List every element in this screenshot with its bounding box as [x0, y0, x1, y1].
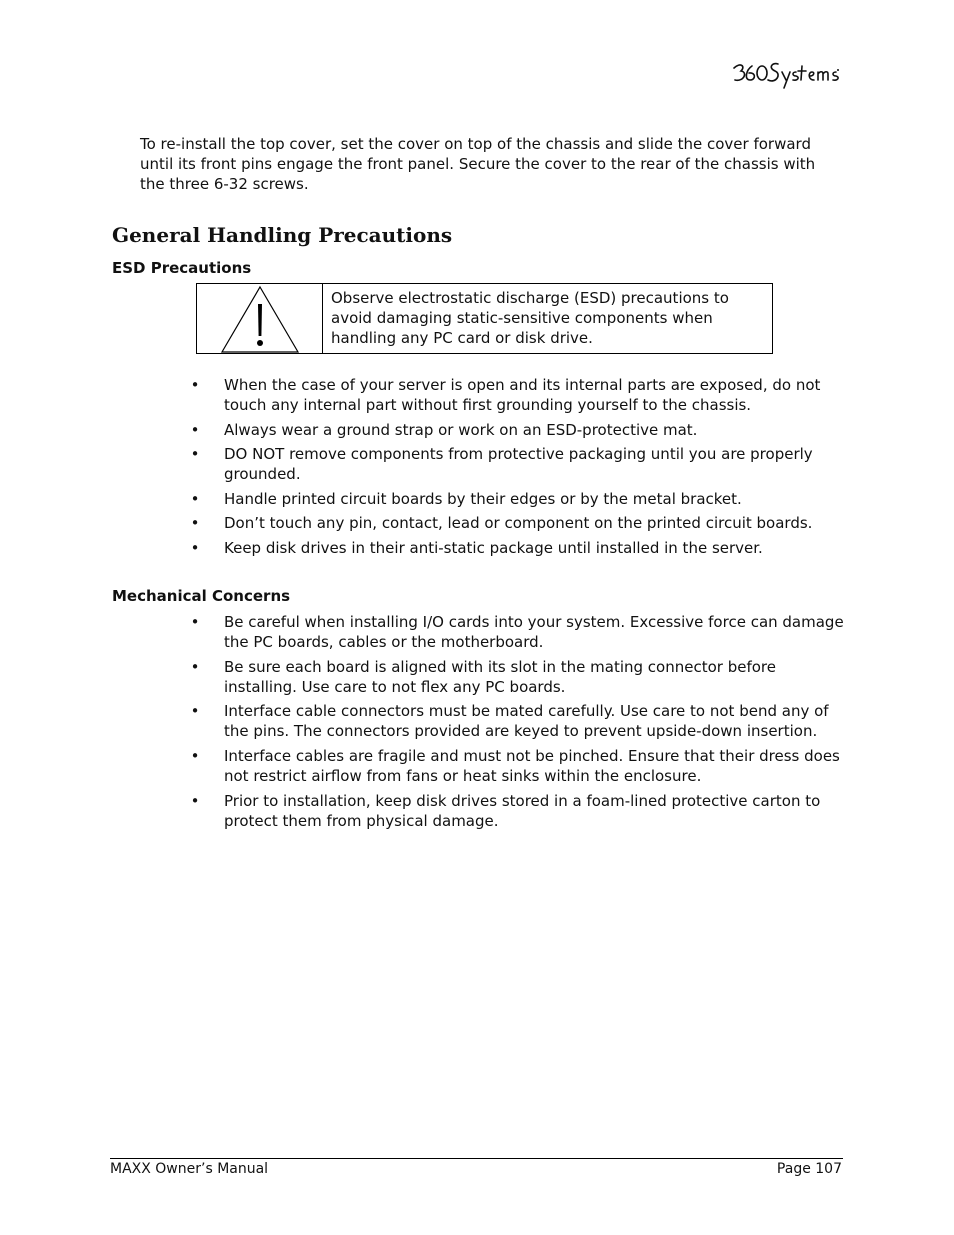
list-item	[190, 657, 846, 697]
footer-divider	[110, 1158, 843, 1159]
bullet-icon: •	[190, 538, 200, 557]
esd-heading: ESD Precautions	[112, 259, 252, 277]
list-item	[190, 489, 846, 509]
warning-triangle-icon	[220, 284, 300, 354]
section-title: General Handling Precautions	[112, 223, 453, 247]
footer-page-number: Page 107	[776, 1161, 842, 1177]
list-item-text: Prior to installation, keep disk drives stored in a foam-lined protective carton to protect them from physical damage.	[224, 791, 821, 830]
esd-warning-text: Observe electrostatic discharge (ESD) precautions to avoid damaging static-sensitive components when handling any PC card or disk drive.	[331, 289, 729, 347]
mechanical-heading: Mechanical Concerns	[112, 587, 291, 605]
list-item-text: When the case of your server is open and its internal parts are exposed, do not touch any internal part without first grounding yourself to the chassis.	[224, 376, 821, 414]
warning-icon-cell	[197, 284, 323, 353]
list-item-text: Handle printed circuit boards by their edges or by the metal bracket.	[224, 489, 742, 508]
list-item	[190, 791, 846, 831]
list-item	[190, 538, 846, 558]
list-item	[190, 513, 846, 533]
bullet-icon: •	[190, 702, 200, 721]
bullet-icon: •	[190, 613, 200, 631]
list-item-text: Be careful when installing I/O cards into your system. Excessive force can damage the PC boards, cables or the motherboard.	[224, 613, 844, 651]
bullet-icon: •	[190, 445, 200, 463]
list-item	[190, 420, 846, 440]
bullet-icon: •	[190, 657, 200, 676]
intro-paragraph: To re-install the top cover, set the cover on top of the chassis and slide the cover forward until its front pins engage the front panel. Secure the cover to the rear of the chassis with the three 6-32 screws.	[140, 135, 816, 193]
list-item	[190, 612, 846, 652]
brand-logo	[730, 58, 840, 92]
list-item	[190, 375, 846, 415]
esd-precautions-list	[190, 375, 846, 562]
bullet-icon: •	[190, 514, 200, 532]
list-item	[190, 746, 846, 786]
list-item-text: Interface cables are fragile and must not be pinched. Ensure that their dress does not restrict airflow from fans or heat sinks within the enclosure.	[224, 747, 840, 786]
list-item	[190, 444, 846, 484]
bullet-icon: •	[190, 489, 200, 508]
bullet-icon: •	[190, 747, 200, 766]
list-item-text: Always wear a ground strap or work on an ESD-protective mat.	[224, 420, 698, 439]
list-item-text: Don’t touch any pin, contact, lead or component on the printed circuit boards.	[224, 514, 813, 532]
list-item-text: Interface cable connectors must be mated carefully. Use care to not bend any of the pins. The connectors provided are keyed to prevent upside-down insertion.	[224, 702, 829, 741]
bullet-icon: •	[190, 376, 200, 394]
bullet-icon: •	[190, 791, 200, 810]
list-item-text: DO NOT remove components from protective packaging until you are properly grounded.	[224, 445, 813, 483]
footer-manual-title: MAXX Owner’s Manual	[110, 1161, 269, 1177]
esd-warning-box	[196, 283, 773, 354]
bullet-icon: •	[190, 420, 200, 439]
logo-360-systems-icon	[730, 58, 840, 92]
list-item-text: Be sure each board is aligned with its slot in the mating connector before installing. Use care to not flex any PC boards.	[224, 657, 776, 696]
list-item-text: Keep disk drives in their anti-static package until installed in the server.	[224, 538, 763, 557]
list-item	[190, 701, 846, 741]
mechanical-concerns-list	[190, 612, 846, 835]
